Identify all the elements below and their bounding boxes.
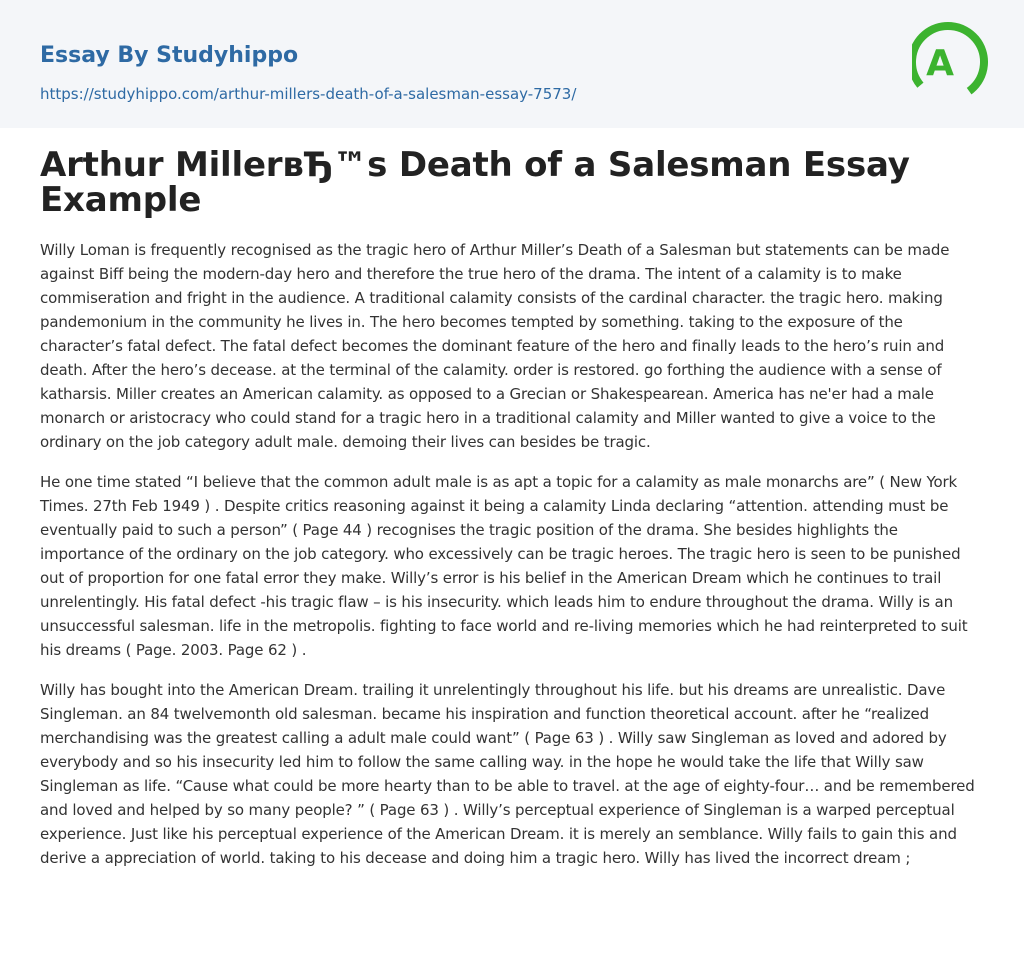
- site-title[interactable]: Essay By Studyhippo: [40, 43, 299, 68]
- site-header: [0, 0, 1024, 128]
- article: [40, 145, 984, 886]
- essay-paragraph-1: Willy Loman is frequently recognised as the tragic hero of Arthur Miller’s Death of a Salesman but statements can be made against Biff being the modern-day hero and therefore the true hero of the drama. The intent of a calamity is to make commiseration and fright in the audience. A traditional calamity consists of the cardinal character. the tragic hero. making pandemonium in the community he lives in. The hero becomes tempted by something. taking to the exposure of the character’s fatal defect. The fatal defect becomes the dominant feature of the hero and finally leads to the hero’s ruin and death. After the hero’s decease. at the terminal of the calamity. order is restored. go forthing the audience with a sense of katharsis. Miller creates an American calamity. as opposed to a Grecian or Shakespearean. America has ne'er had a male monarch or aristocracy who could stand for a tragic hero in a traditional calamity and Miller wanted to give a voice to the ordinary on the job category adult male. demoing their lives can besides be tragic.: [40, 241, 950, 451]
- essay-paragraph-2: He one time stated “I believe that the common adult male is as apt a topic for a calamity as male monarchs are” ( New York Times. 27th Feb 1949 ) . Despite critics reasoning against it being a calamity Linda declaring “attention. attending must be eventually paid to such a person” ( Page 44 ) recognises the tragic position of the drama. She besides highlights the importance of the ordinary on the job category. who excessively can be tragic heroes. The tragic hero is seen to be punished out of proportion for one fatal error they make. Willy’s error is his belief in the American Dream which he continues to trail unrelentingly. His fatal defect -his tragic flaw – is his insecurity. which leads him to endure throughout the drama. Willy is an unsuccessful salesman. life in the metropolis. fighting to face world and re-living memories which he had reinterpreted to suit his dreams ( Page. 2003. Page 62 ) .: [40, 473, 968, 659]
- logo-letter: A: [926, 43, 954, 84]
- essay-paragraph-3: Willy has bought into the American Dream. trailing it unrelentingly throughout his life. but his dreams are unrealistic. Dave Singleman. an 84 twelvemonth old salesman. became his inspiration and function theoretical account. after he “realized merchandising was the greatest calling a adult male could want” ( Page 63 ) . Willy saw Singleman as loved and adored by everybody and so his insecurity led him to follow the same calling way. in the hope he would take the life that Willy saw Singleman as life. “Cause what could be more hearty than to be able to travel. at the age of eighty-four… and be remembered and loved and helped by so many people? ” ( Page 63 ) . Willy’s perceptual experience of Singleman is a warped perceptual experience. Just like his perceptual experience of the American Dream. it is merely an semblance. Willy fails to gain this and derive a appreciation of world. taking to his decease and doing him a tragic hero. Willy has lived the incorrect dream ;: [40, 681, 975, 867]
- studyhippo-logo-icon[interactable]: [912, 18, 988, 106]
- page-title: Arthur MillerвЂ™s Death of a Salesman Essay Example: [40, 145, 910, 220]
- page-url-link[interactable]: https://studyhippo.com/arthur-millers-death-of-a-salesman-essay-7573/: [40, 85, 577, 103]
